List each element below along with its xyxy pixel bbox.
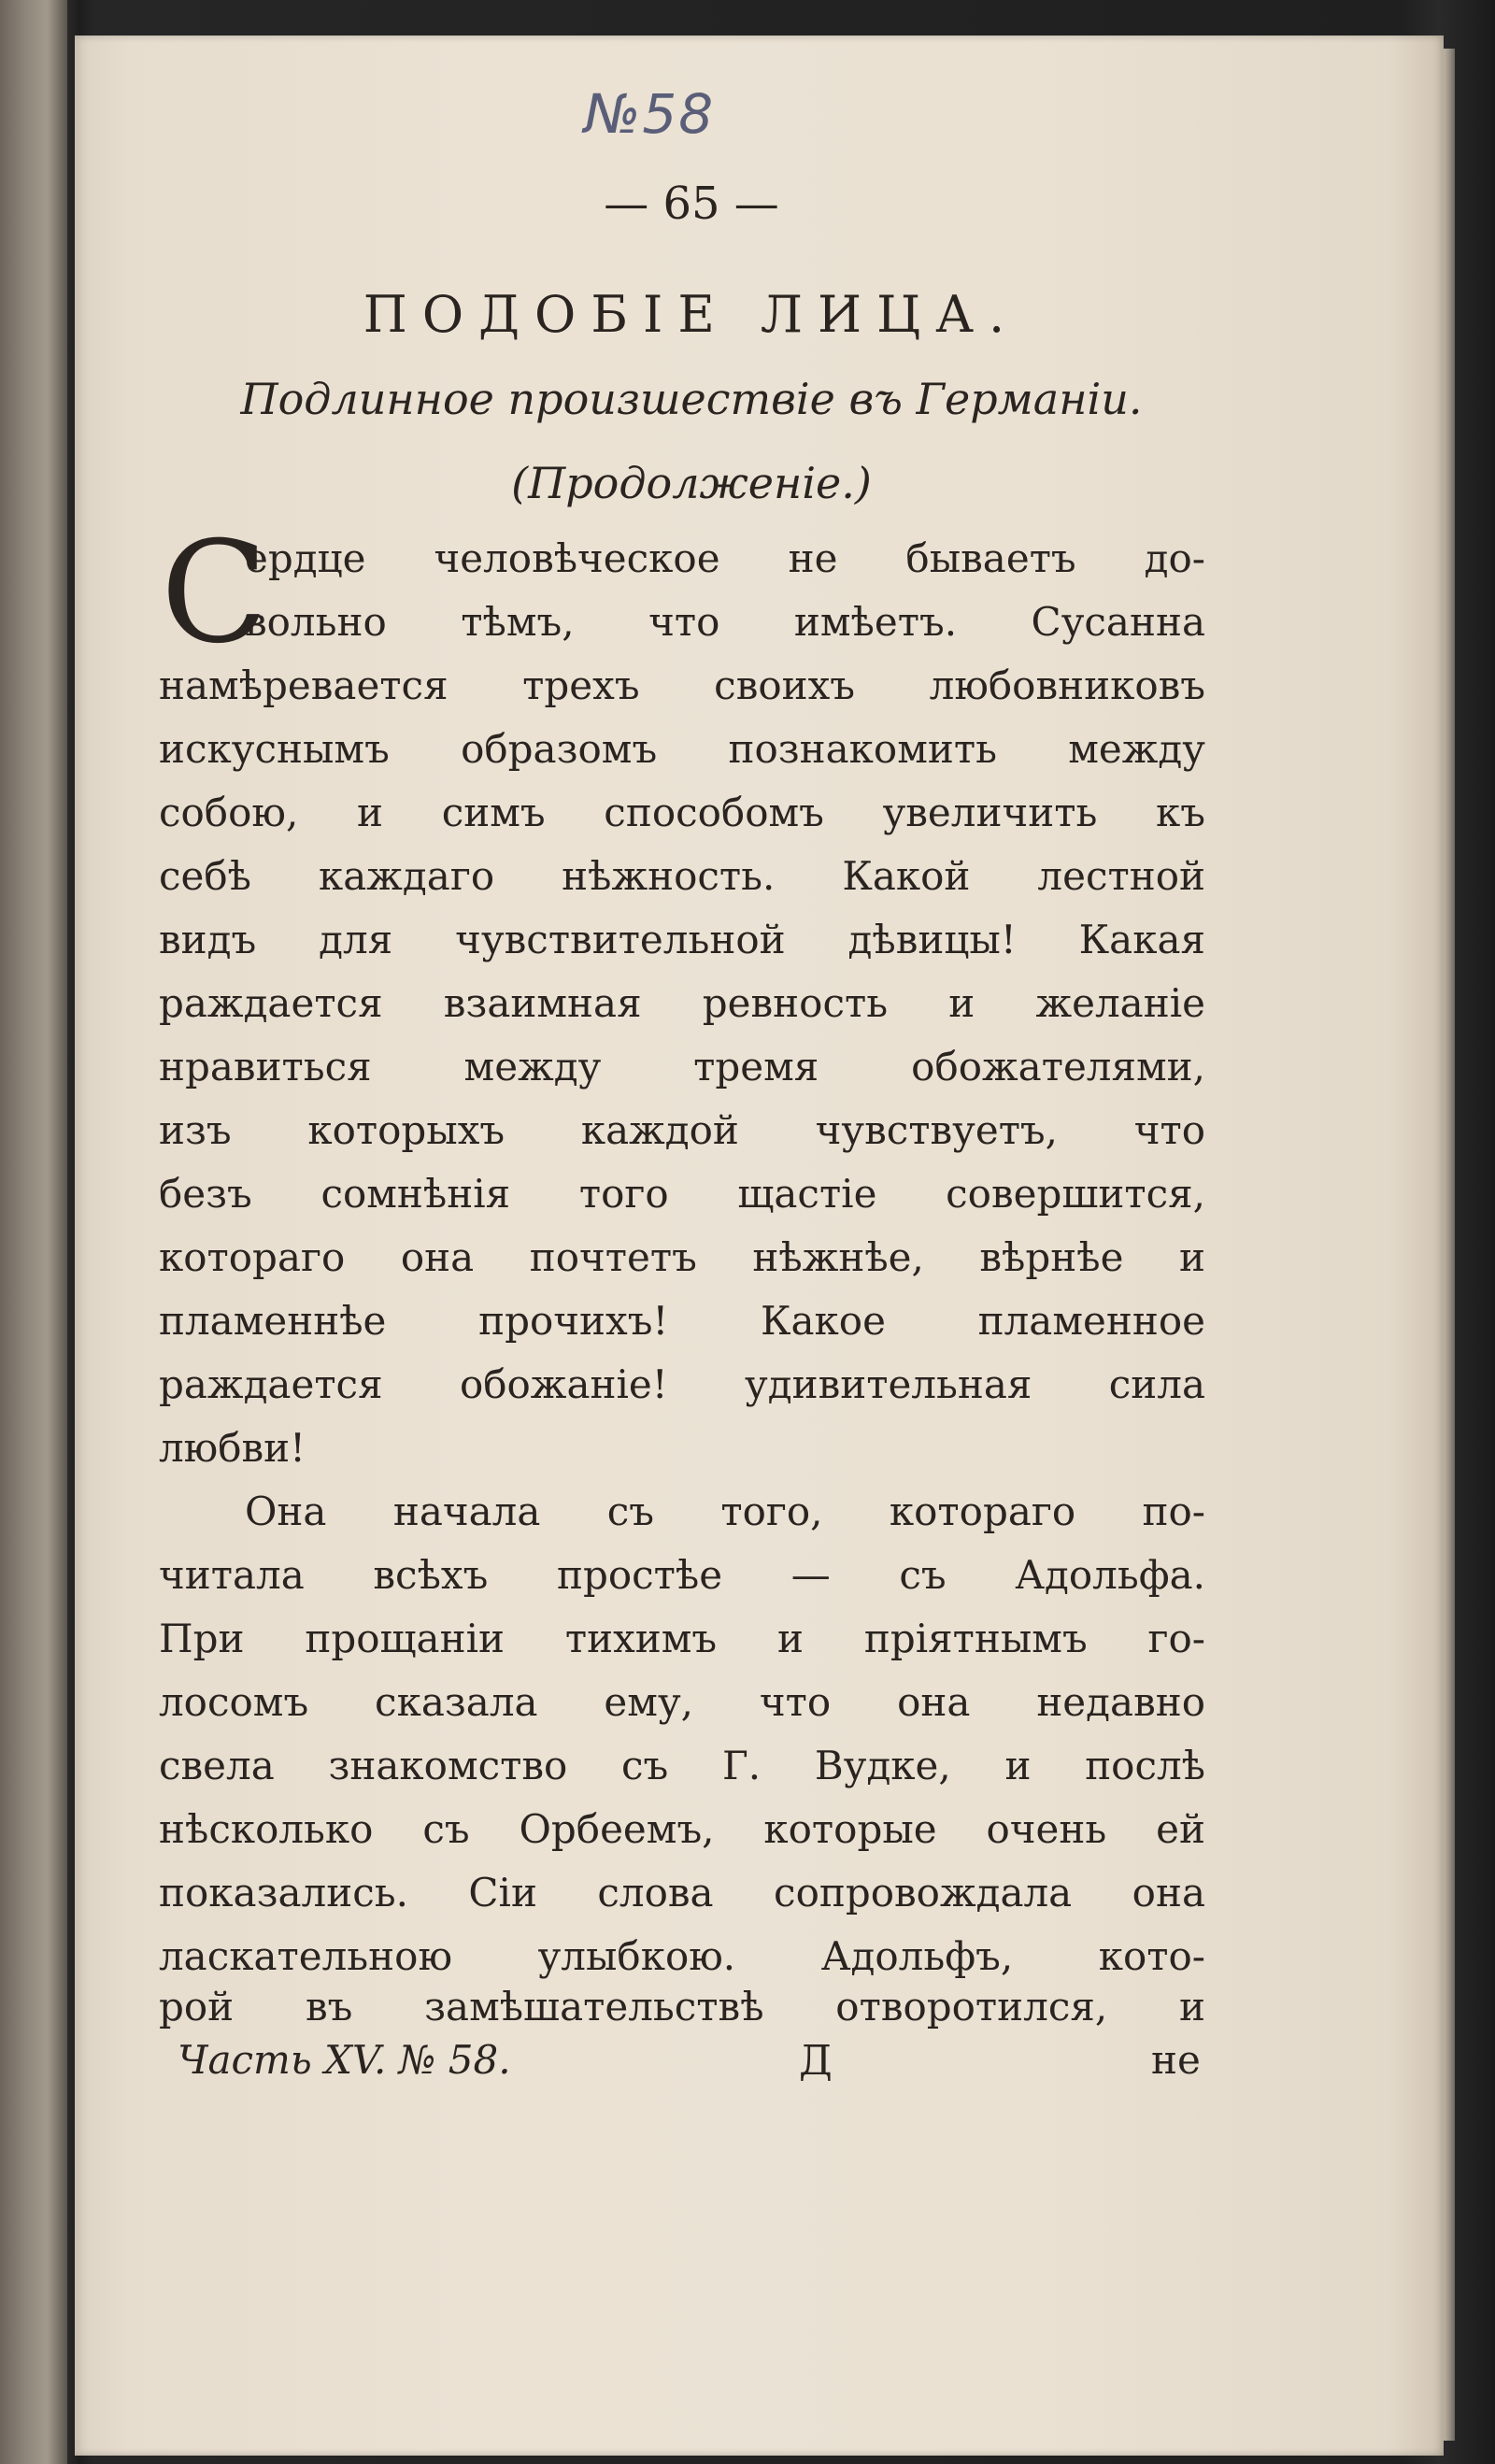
footer-catchword: не — [1151, 2037, 1201, 2083]
footer-signature-mark: Д — [799, 2037, 833, 2085]
text-line: читала всѣхъ простѣе — съ Адольфа. — [159, 1552, 1205, 1598]
article-subtitle: Подлинное произшествіе въ Германіи. — [240, 374, 1143, 424]
text-line: себѣ каждаго нѣжность. Какой лестной — [159, 853, 1205, 899]
previous-page-edge — [0, 0, 67, 2464]
drop-cap: С — [161, 512, 268, 675]
text-line: нравиться между тремя обожателями, — [159, 1044, 1205, 1090]
continued-note: (Продолженіе.) — [511, 458, 872, 508]
text-line: нѣсколько съ Орбеемъ, которые очень ей — [159, 1806, 1205, 1852]
footer-volume-number: Часть XV. № 58. — [178, 2037, 511, 2083]
text-line: намѣревается трехъ своихъ любовниковъ — [159, 662, 1205, 708]
manuscript-number-note: №58 — [584, 82, 716, 146]
text-line: видъ для чувствительной дѣвицы! Какая — [159, 917, 1205, 962]
text-line: показались. Сіи слова сопровождала она — [159, 1870, 1205, 1916]
text-line: любви! — [159, 1425, 306, 1471]
text-line: искуснымъ образомъ познакомить между — [159, 726, 1205, 772]
page-edge-shadow — [1444, 49, 1455, 2441]
text-line: свела знакомство съ Г. Вудке, и послѣ — [159, 1743, 1205, 1788]
text-line: раждается взаимная ревность и желаніе — [159, 980, 1205, 1026]
text-line: безъ сомнѣнія того щастіе совершится, — [159, 1171, 1205, 1217]
text-line: котораго она почтетъ нѣжнѣе, вѣрнѣе и — [159, 1234, 1205, 1280]
text-line: пламеннѣе прочихъ! Какое пламенное — [159, 1298, 1205, 1344]
page-number: — 65 — — [604, 178, 779, 230]
text-line: При прощаніи тихимъ и пріятнымъ го- — [159, 1616, 1205, 1661]
text-line: изъ которыхъ каждой чувствуетъ, что — [159, 1107, 1205, 1153]
article-title: ПОДОБІЕ ЛИЦА. — [363, 285, 1020, 344]
text-line: лосомъ сказала ему, что она недавно — [159, 1679, 1205, 1725]
text-line: ласкательною улыбкою. Адольфъ, кото- — [159, 1933, 1205, 1979]
text-line: Она начала съ того, котораго по- — [245, 1488, 1205, 1534]
text-line: собою, и симъ способомъ увеличить къ — [159, 790, 1205, 835]
text-line: вольно тѣмъ, что имѣетъ. Сусанна — [245, 599, 1205, 645]
text-line: раждается обожаніе! удивительная сила — [159, 1361, 1205, 1407]
text-line: рой въ замѣшательствѣ отворотился, и — [159, 1984, 1205, 2030]
text-line: ердце человѣческое не бываетъ до- — [245, 535, 1205, 581]
